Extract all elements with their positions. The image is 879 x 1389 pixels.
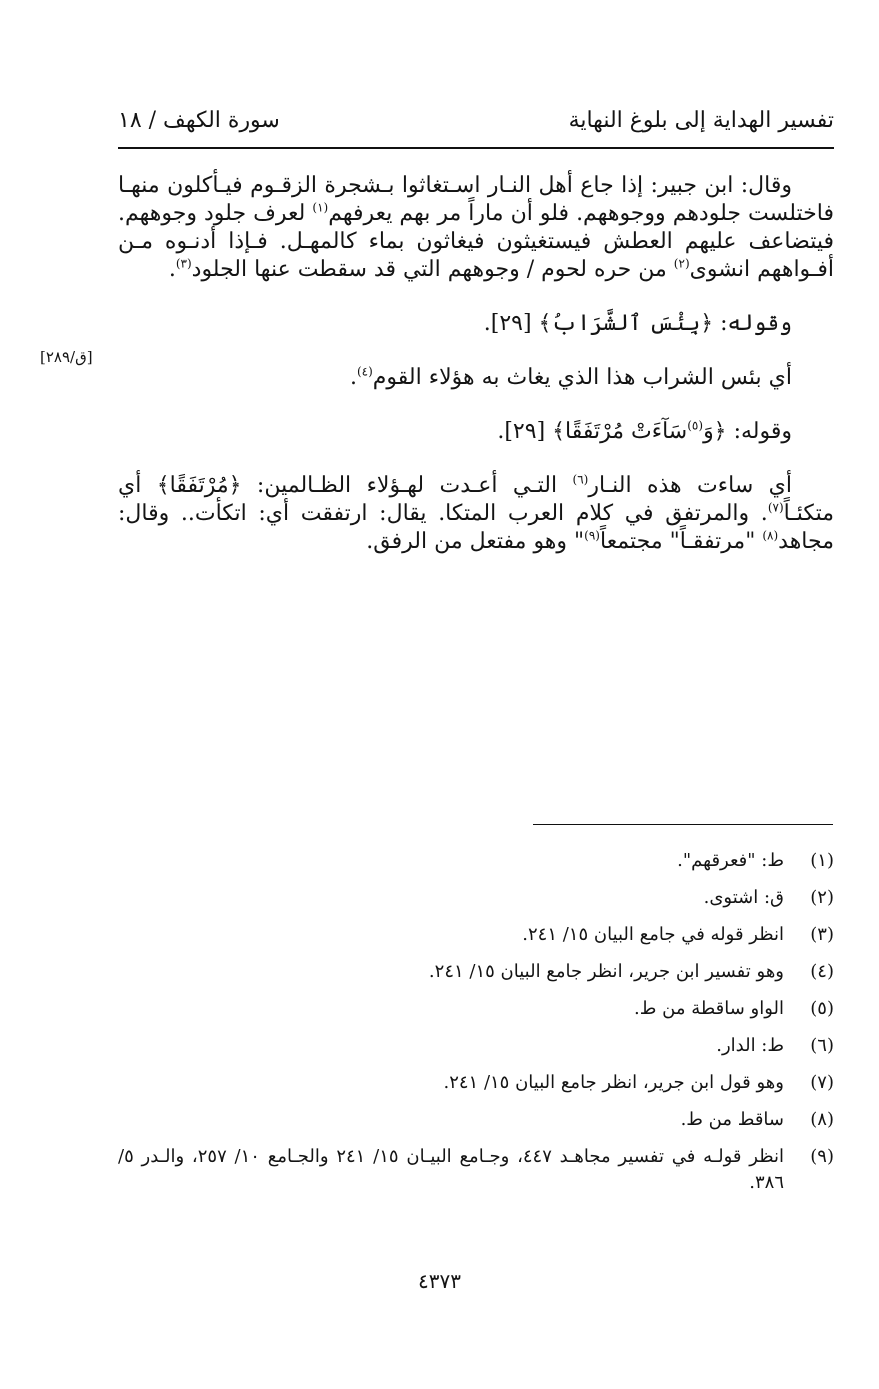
paragraph-text: سَآءَتْ مُرْتَفَقًا﴾ [٢٩]. [497,419,688,444]
paragraph-text: لعرف جلود وجوههم. فيتضاعف عليهم العطش فيستغيثون فيغاثون بماء كالمهـل. فـإذا أدنـوه مـن أفـواههم انشوى [118,201,834,282]
paragraph-text: أي بئس الشراب هذا الذي يغاث به هؤلاء القوم [372,365,792,390]
surah-label: سورة الكهف / ١٨ [118,108,280,133]
footnote-ref[interactable]: (١) [312,200,329,215]
footnote-item [118,959,834,985]
footnote-text: ق: اشتوى. [703,887,784,908]
book-title: تفسير الهداية إلى بلوغ النهاية [568,108,834,133]
header-divider [118,147,834,149]
footnote-text: ط: الدار. [716,1035,784,1056]
footnote-item [118,885,834,911]
footnote-number: (٩) [810,1146,834,1167]
footnote-text: ط: "فعرقهم". [677,850,784,871]
footnote-text: ساقط من ط. [680,1109,784,1130]
footnote-item [118,922,834,948]
paragraph-text: وقال: ابن جبير: إذا جاع أهل النـار اسـتغاثوا بـشجرة الزقـوم فيـأكلون منهـا فاختلست جلودهم ووجوههم. فلو أن ماراً مر بهم يعرفهم [118,173,834,226]
footnote-number: (٥) [810,998,834,1019]
footnote-item [118,1033,834,1059]
footnote-ref[interactable]: (٢) [673,256,690,271]
footnote-ref[interactable]: (٦) [572,472,589,487]
footnote-number: (٨) [810,1109,834,1130]
footnote-ref[interactable]: (٥) [687,418,704,433]
footnote-divider [533,824,833,825]
footnote-text: انظر قوله في جامع البيان ١٥/ ٢٤١. [522,924,784,945]
footnote-number: (٧) [810,1072,834,1093]
paragraph-text: . والمرتفق في كلام العرب المتكا. يقال: ارتفقت أي: اتكأت.. وقال: مجاهد [118,501,834,554]
manuscript-folio-marker: [ق/٢٨٩] [40,348,93,366]
footnote-ref[interactable]: (٤) [356,364,373,379]
paragraph-murtafaq-meaning [118,472,834,556]
paragraph-text: . [168,257,176,282]
footnote-number: (٤) [810,961,834,982]
paragraph-text: وقوله: ﴿وَ [703,419,792,444]
paragraph-verse-bitsa [118,310,834,338]
footnote-ref[interactable]: (٨) [762,528,779,543]
footnote-number: (٦) [810,1035,834,1056]
paragraph-text: أي ساءت هذه النـار [588,473,792,498]
running-header [118,106,834,142]
footnote-number: (٢) [810,887,834,908]
footnote-item [118,1107,834,1133]
footnote-number: (٣) [810,924,834,945]
paragraph-text: " وهو مفتعل من الرفق. [366,529,585,554]
paragraph-text: . [349,365,357,390]
footnotes-list [118,848,834,1207]
footnote-ref[interactable]: (٣) [175,256,192,271]
footnote-text: الواو ساقطة من ط. [634,998,784,1019]
page-number: ٤٣٧٣ [418,1269,461,1293]
footnote-number: (١) [810,850,834,871]
footnote-text: انظر قولـه في تفسير مجاهـد ٤٤٧، وجـامع البيـان ١٥/ ٢٤١ والجـامع ١٠/ ٢٥٧، والـدر ٥/ ٣٨٦. [118,1146,784,1193]
paragraph-verse-murtafaq [118,418,834,446]
footnote-item [118,848,834,874]
footnote-text: وهو قول ابن جرير، انظر جامع البيان ١٥/ ٢٤١. [443,1072,784,1093]
main-text [118,172,834,556]
footnote-ref[interactable]: (٩) [584,528,600,543]
paragraph-text: وقوله: ﴿بِئْسَ ٱلشَّرَابُ﴾ [٢٩]. [483,311,792,336]
footnote-item [118,1070,834,1096]
paragraph-ibn-jubayr [118,172,834,284]
paragraph-text: التـي أعـدت لهـؤلاء الظـالمين: ﴿مُرْتَفَقًا﴾ أي متكئـاً [118,473,834,526]
paragraph-text: من حره لحوم / وجوههم التي قد سقطت عنها الجلود [191,257,674,282]
paragraph-explanation [118,364,834,392]
footnote-ref[interactable]: (٧) [767,500,784,515]
paragraph-text: "مرتفقـاً" مجتمعاً [599,529,763,554]
footnote-item [118,1144,834,1196]
footnote-item [118,996,834,1022]
footnote-text: وهو تفسير ابن جرير، انظر جامع البيان ١٥/ ٢٤١. [428,961,784,982]
